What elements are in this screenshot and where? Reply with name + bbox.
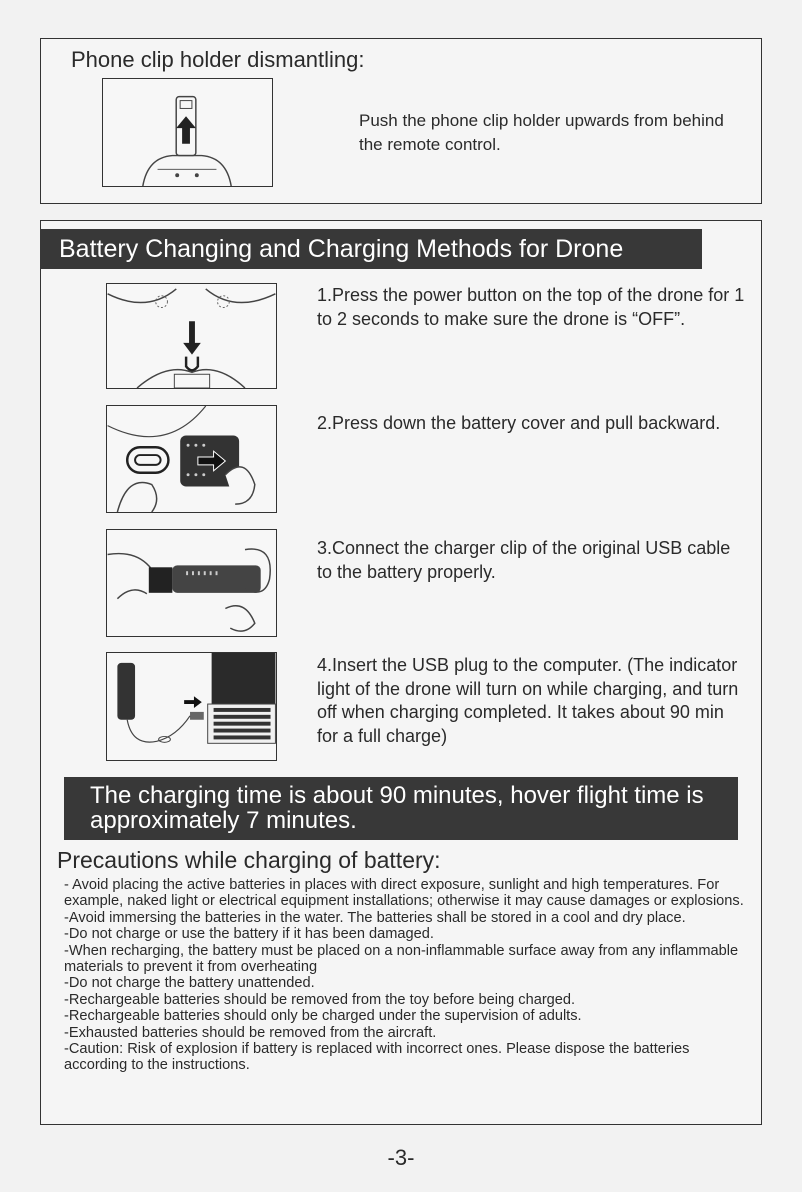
precaution-item: -Rechargeable batteries should be removed from the toy before being charged.: [64, 991, 576, 1008]
charging-time-banner: The charging time is about 90 minutes, hover flight time is approximately 7 minutes.: [64, 777, 738, 840]
phone-clip-title: Phone clip holder dismantling:: [71, 47, 365, 72]
precaution-item: -When recharging, the battery must be placed on a non-inflammable surface away from any inflammable materials to prevent it from overheating: [64, 942, 739, 976]
battery-section: [40, 220, 762, 1125]
phone-clip-section: [40, 38, 762, 204]
power-button-illustration: [106, 283, 277, 389]
battery-step-1: 1.Press the power button on the top of the drone for 1 to 2 seconds to make sure the drone is “OFF”.: [317, 285, 745, 329]
charger-clip-illustration: [106, 529, 277, 637]
battery-banner: Battery Changing and Charging Methods for Drone: [40, 229, 702, 269]
precaution-item: -Do not charge the battery unattended.: [64, 975, 315, 992]
precaution-item: -Exhausted batteries should be removed from the aircraft.: [64, 1024, 437, 1041]
phone-clip-instruction: Push the phone clip holder upwards from behind the remote control.: [359, 111, 724, 154]
precautions-title: Precautions while charging of battery:: [57, 847, 441, 873]
precaution-item: -Rechargeable batteries should only be charged under the supervision of adults.: [64, 1008, 582, 1025]
precaution-item: -Avoid immersing the batteries in the water. The batteries shall be stored in a cool and dry place.: [64, 909, 686, 926]
battery-cover-illustration: [106, 405, 277, 513]
battery-step-4: 4.Insert the USB plug to the computer. (The indicator light of the drone will turn on while charging, and turn off when charging completed. It takes about 90 min for a full charge): [317, 655, 739, 746]
precaution-item: - Avoid placing the active batteries in places with direct exposure, sunlight and high temperatures. For example, naked light or electrical equipment installations; otherwise it may cause damages or explosions.: [64, 877, 744, 910]
precaution-item: -Do not charge or use the battery if it has been damaged.: [64, 926, 434, 943]
phone-clip-illustration: [102, 78, 273, 187]
battery-step-2: 2.Press down the battery cover and pull backward.: [317, 413, 721, 433]
battery-step-3: 3.Connect the charger clip of the original USB cable to the battery properly.: [317, 538, 731, 582]
precautions-list: [64, 877, 744, 1074]
usb-charging-illustration: [106, 652, 277, 761]
page-number: -3-: [387, 1145, 415, 1170]
precaution-item: -Caution: Risk of explosion if battery is replaced with incorrect ones. Please dispose the batteries according to the instructions.: [64, 1041, 690, 1074]
